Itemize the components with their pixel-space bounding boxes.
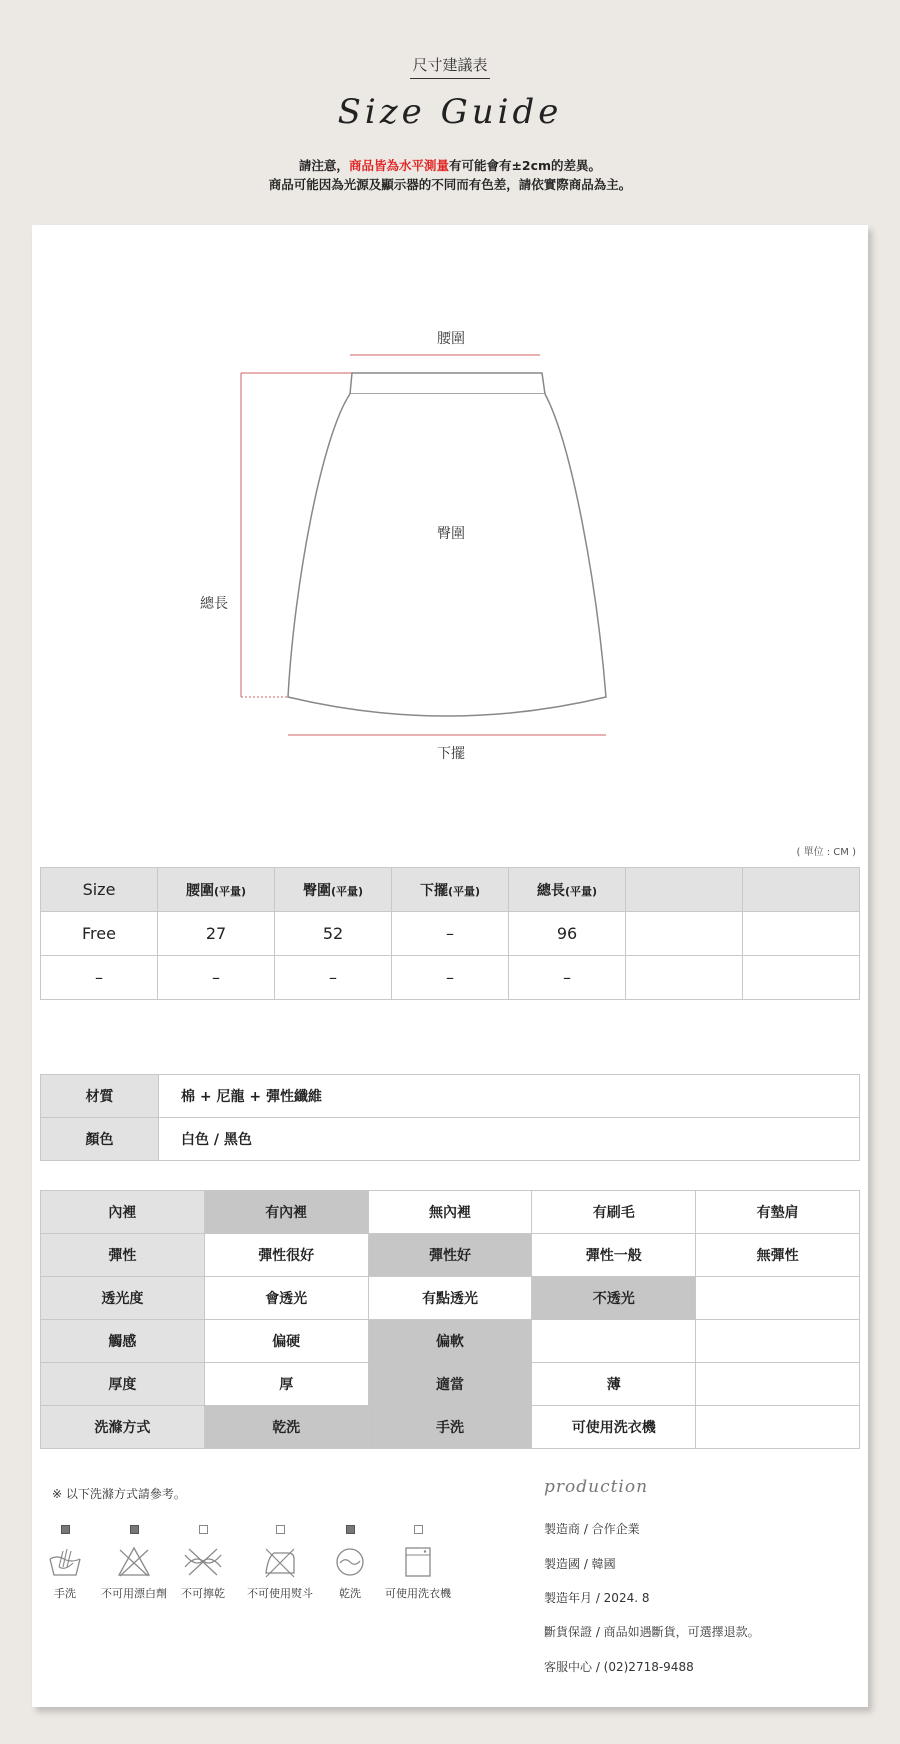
page-header (0, 0, 900, 225)
size-guide-title: Size Guide (337, 92, 563, 132)
feature-option (532, 1320, 696, 1363)
production-date: 製造年月 / 2024. 8 (544, 1591, 650, 1605)
feature-option: 彈性一般 (532, 1234, 696, 1277)
color-label: 顏色 (41, 1118, 159, 1161)
care-checkbox (61, 1525, 70, 1534)
hip-label: 臀圍 (437, 526, 465, 542)
no-wring-icon (183, 1545, 223, 1579)
feature-option: 有墊肩 (696, 1191, 860, 1234)
feature-label: 厚度 (41, 1363, 205, 1406)
header-cell: 下擺(平量) (392, 868, 509, 912)
feature-option: 有內裡 (204, 1191, 368, 1234)
feature-option: 無內裡 (368, 1191, 532, 1234)
feature-option: 彈性好 (368, 1234, 532, 1277)
feature-option: 會透光 (204, 1277, 368, 1320)
table-cell: 52 (275, 912, 392, 956)
feature-row (41, 1234, 860, 1277)
table-cell (626, 956, 743, 1000)
feature-option: 適當 (368, 1363, 532, 1406)
care-checkbox (346, 1525, 355, 1534)
dry-clean-icon (332, 1545, 368, 1579)
feature-row (41, 1277, 860, 1320)
header-cell: Size (41, 868, 158, 912)
feature-option (696, 1406, 860, 1449)
feature-label: 洗滌方式 (41, 1406, 205, 1449)
feature-option: 厚 (204, 1363, 368, 1406)
size-chart-subtitle: 尺寸建議表 (0, 54, 900, 79)
material-label: 材質 (41, 1075, 159, 1118)
table-cell: – (392, 912, 509, 956)
feature-option: 有刷毛 (532, 1191, 696, 1234)
production-manufacturer: 製造商 / 合作企業 (544, 1522, 640, 1536)
feature-option: 手洗 (368, 1406, 532, 1449)
color-row (41, 1118, 860, 1161)
notice-line-2: 商品可能因為光源及顯示器的不同而有色差，請依實際商品為主。 (268, 177, 632, 192)
feature-row (41, 1363, 860, 1406)
production-stock-guarantee: 斷貨保證 / 商品如遇斷貨，可選擇退款。 (544, 1625, 760, 1639)
care-checkbox (199, 1525, 208, 1534)
feature-label: 內裡 (41, 1191, 205, 1234)
feature-label: 透光度 (41, 1277, 205, 1320)
table-cell (743, 912, 860, 956)
table-cell: – (392, 956, 509, 1000)
feature-option: 偏硬 (204, 1320, 368, 1363)
care-label: 不可用漂白劑 (101, 1587, 167, 1600)
length-label: 總長 (200, 596, 228, 612)
care-checkbox (130, 1525, 139, 1534)
table-cell (743, 956, 860, 1000)
table-cell: 96 (509, 912, 626, 956)
header-cell (743, 868, 860, 912)
table-cell: – (509, 956, 626, 1000)
table-row (41, 956, 860, 1000)
table-cell: – (41, 956, 158, 1000)
no-iron-icon (262, 1545, 298, 1579)
waist-label: 腰圍 (437, 331, 465, 347)
color-value: 白色 / 黑色 (159, 1118, 860, 1161)
material-row (41, 1075, 860, 1118)
care-checkbox (414, 1525, 423, 1534)
feature-option: 乾洗 (204, 1406, 368, 1449)
notice-line-1: 請注意，商品皆為水平測量有可能會有±2cm的差異。 (298, 158, 602, 173)
waistband-shape (350, 373, 545, 394)
feature-option: 彈性很好 (204, 1234, 368, 1277)
care-label: 乾洗 (339, 1587, 361, 1600)
notice-highlight: 商品皆為水平測量 (348, 158, 449, 173)
feature-option (696, 1363, 860, 1406)
measurement-notice (0, 156, 900, 194)
feature-option (696, 1320, 860, 1363)
table-cell: – (275, 956, 392, 1000)
care-label: 手洗 (54, 1587, 76, 1600)
feature-row (41, 1320, 860, 1363)
header-cell: 臀圍(平量) (275, 868, 392, 912)
feature-option: 偏軟 (368, 1320, 532, 1363)
skirt-body-shape (288, 394, 606, 716)
production-country: 製造國 / 韓國 (544, 1557, 616, 1571)
feature-row (41, 1191, 860, 1234)
feature-option: 薄 (532, 1363, 696, 1406)
care-label: 不可擰乾 (181, 1587, 225, 1600)
production-customer-service: 客服中心 / (02)2718-9488 (544, 1660, 694, 1674)
table-cell: 27 (158, 912, 275, 956)
feature-option: 無彈性 (696, 1234, 860, 1277)
header-cell (626, 868, 743, 912)
table-row (41, 912, 860, 956)
size-table (40, 867, 860, 1000)
feature-table (40, 1190, 860, 1449)
care-label: 可使用洗衣機 (385, 1587, 451, 1600)
unit-note: ( 單位 : CM ) (796, 847, 856, 858)
size-guide-card (32, 225, 868, 1707)
skirt-outline (32, 225, 868, 785)
material-table (40, 1074, 860, 1161)
feature-option: 可使用洗衣機 (532, 1406, 696, 1449)
care-checkbox (276, 1525, 285, 1534)
care-note: ※ 以下洗滌方式請參考。 (52, 1487, 186, 1501)
material-value: 棉 + 尼龍 + 彈性纖維 (159, 1075, 860, 1118)
header-cell: 總長(平量) (509, 868, 626, 912)
table-cell: – (158, 956, 275, 1000)
hand-wash-icon (47, 1545, 83, 1579)
feature-option (696, 1277, 860, 1320)
hem-label: 下擺 (437, 746, 465, 762)
feature-row (41, 1406, 860, 1449)
size-table-header (41, 868, 860, 912)
feature-option: 不透光 (532, 1277, 696, 1320)
table-cell: Free (41, 912, 158, 956)
no-bleach-icon (116, 1545, 152, 1579)
care-label: 不可使用熨斗 (247, 1587, 313, 1600)
washing-machine-icon (400, 1545, 436, 1579)
skirt-diagram (32, 225, 868, 785)
care-washing-machine (373, 1525, 463, 1601)
table-cell (626, 912, 743, 956)
feature-label: 觸感 (41, 1320, 205, 1363)
production-title: production (544, 1477, 649, 1497)
feature-label: 彈性 (41, 1234, 205, 1277)
header-cell: 腰圍(平量) (158, 868, 275, 912)
feature-option: 有點透光 (368, 1277, 532, 1320)
